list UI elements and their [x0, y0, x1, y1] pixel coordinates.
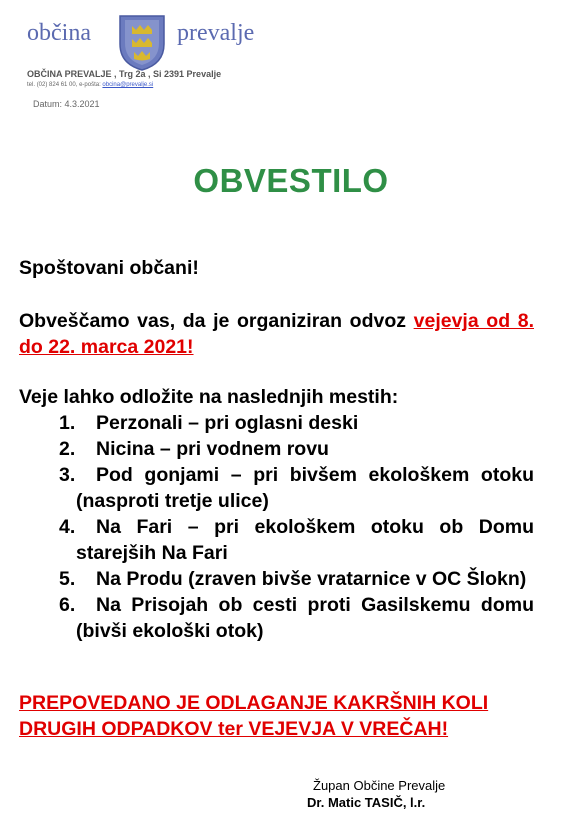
- contact-line: [27, 82, 153, 88]
- document-date: Datum: 4.3.2021: [33, 99, 100, 109]
- list-item-text: Na Fari – pri ekološkem otoku ob Domu starejših Na Fari: [76, 516, 534, 564]
- list-item-number: 2.: [59, 438, 76, 460]
- organization-address: OBČINA PREVALJE , Trg 2a , Si 2391 Prevalje: [27, 69, 222, 79]
- tel-label: tel.: [27, 82, 36, 88]
- list-item-number: 4.: [59, 516, 76, 538]
- list-item-number: 5.: [59, 568, 76, 590]
- prohibition-notice: PREPOVEDANO JE ODLAGANJE KAKRŠNIH KOLI DRUGIH ODPADKOV ter VEJEVJA V VREČAH!: [19, 692, 489, 740]
- email-link[interactable]: obcina@prevalje.si: [102, 82, 154, 88]
- letterhead-logo: [27, 12, 267, 60]
- list-item-number: 6.: [59, 594, 76, 616]
- greeting: Spoštovani občani!: [19, 257, 199, 279]
- tel-value: (02) 824 61 00,: [36, 82, 78, 88]
- list-item: [19, 410, 534, 436]
- list-item-text: Nicina – pri vodnem rovu: [96, 438, 329, 460]
- coat-of-arms-icon: [114, 12, 170, 72]
- announcement-highlight: vejevja od 8. do 22. marca 2021!: [19, 310, 534, 358]
- list-item: [19, 566, 534, 592]
- signature-name: Dr. Matic TASIČ, l.r.: [307, 795, 426, 810]
- signature-title: Župan Občine Prevalje: [313, 778, 446, 793]
- page-title: OBVESTILO: [193, 162, 389, 199]
- list-item-text: Perzonali – pri oglasni deski: [96, 412, 359, 434]
- list-item: [19, 462, 534, 514]
- announcement-text: Obveščamo vas, da je organiziran odvoz: [19, 310, 414, 332]
- list-item-number: 3.: [59, 464, 76, 486]
- list-item-text: Na Prisojah ob cesti proti Gasilskemu domu (bivši ekološki otok): [76, 594, 534, 642]
- locations-intro: Veje lahko odložite na naslednjih mestih:: [19, 386, 399, 408]
- list-item-text: Pod gonjami – pri bivšem ekološkem otoku (nasproti tretje ulice): [76, 464, 534, 512]
- list-item: [19, 592, 534, 644]
- email-label: e-pošta:: [79, 82, 101, 88]
- list-item-number: 1.: [59, 412, 76, 434]
- list-item: [19, 436, 534, 462]
- locations-list: [19, 410, 534, 644]
- brand-name-left: občina: [27, 20, 91, 46]
- brand-name-right: prevalje: [177, 20, 255, 46]
- list-item: [19, 514, 534, 566]
- list-item-text: Na Produ (zraven bivše vratarnice v OC Šlokn): [96, 568, 527, 590]
- announcement: [19, 308, 534, 360]
